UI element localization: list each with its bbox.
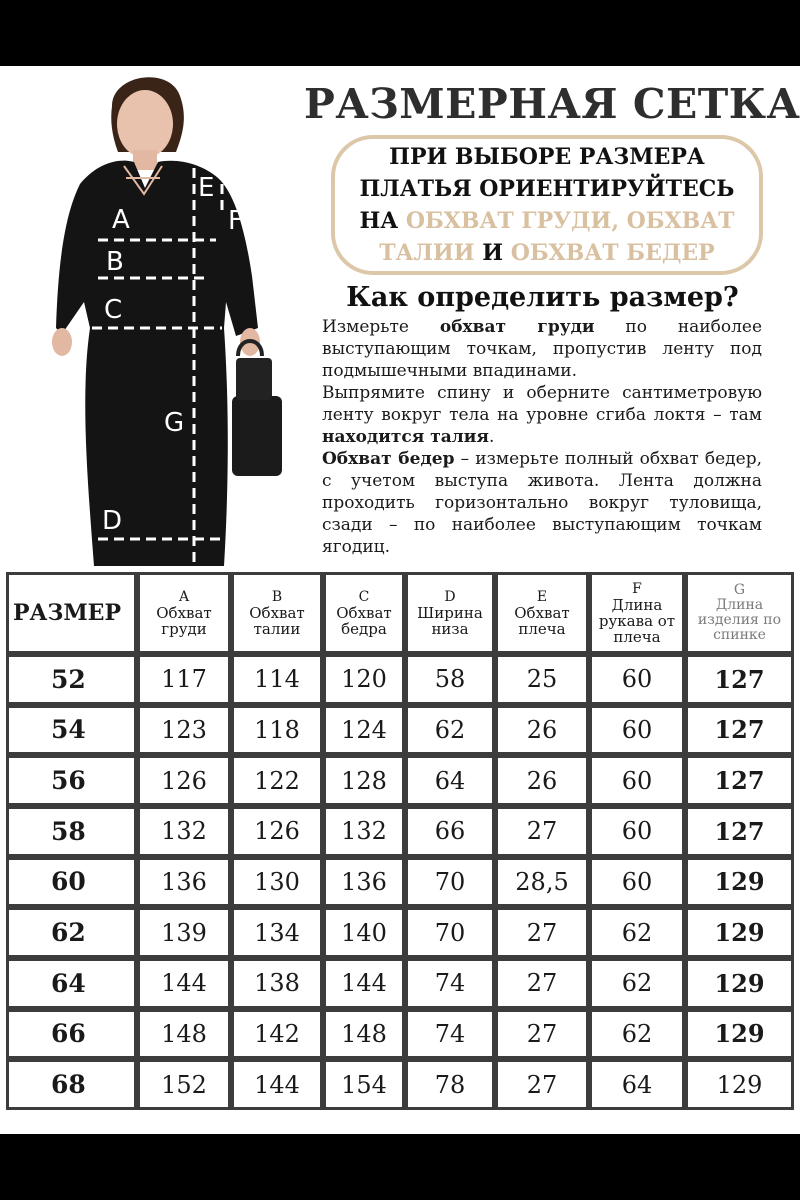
notice-line-1: ПРИ ВЫБОРЕ РАЗМЕРА [389,144,705,170]
waist-text-b: . [488,427,495,447]
header-hips-letter: C [358,589,370,605]
header-hem-label: Ширина низа [417,604,483,638]
cell-size: 52 [6,654,137,705]
how-to-measure-text [322,316,762,558]
cell-hips: 124 [323,705,405,756]
cell-hem: 70 [405,907,495,958]
cell-sleeve: 60 [589,705,685,756]
cell-hips: 144 [323,958,405,1009]
cell-waist: 114 [231,654,323,705]
header-arm-label: Обхват плеча [514,604,570,638]
table-row [6,806,794,857]
cell-back: 129 [685,1009,794,1060]
cell-hem: 58 [405,654,495,705]
bust-term: обхват груди [439,317,595,337]
notice-highlight-3: ОБХВАТ БЕДЕР [510,240,715,266]
how-to-measure-title: Как определить размер? [346,282,739,313]
cell-back: 127 [685,705,794,756]
header-hips-label: Обхват бедра [336,604,392,638]
cell-hips: 148 [323,1009,405,1060]
cell-hips: 120 [323,654,405,705]
table-row [6,1009,794,1060]
cell-hips: 140 [323,907,405,958]
table-row [6,1059,794,1110]
waist-text-a: Выпрямите спину и оберните сантиметровую ленту вокруг тела на уровне сгиба локтя – там [322,383,762,425]
cell-waist: 142 [231,1009,323,1060]
cell-arm: 27 [495,806,589,857]
cell-bust: 144 [137,958,231,1009]
header-hem-width [405,572,495,654]
cell-hem: 74 [405,958,495,1009]
header-bust-label: Обхват груди [156,604,212,638]
cell-sleeve: 60 [589,806,685,857]
label-a: A [112,205,130,235]
size-notice-box [331,135,763,275]
size-chart-sheet [0,66,800,1134]
cell-waist: 118 [231,705,323,756]
cell-bust: 123 [137,705,231,756]
cell-bust: 117 [137,654,231,705]
cell-back: 129 [685,1059,794,1110]
table-row [6,654,794,705]
notice-highlight-2: ТАЛИИ [379,240,475,266]
cell-sleeve: 60 [589,755,685,806]
cell-waist: 126 [231,806,323,857]
cell-sleeve: 64 [589,1059,685,1110]
cell-back: 127 [685,806,794,857]
header-bust [137,572,231,654]
waist-term: находится талия [322,427,489,447]
notice-highlight-1: ОБХВАТ ГРУДИ, ОБХВАТ [405,208,735,234]
hips-instruction [322,448,762,558]
notice-conjunction: И [474,240,511,266]
cell-arm: 26 [495,705,589,756]
cell-hips: 154 [323,1059,405,1110]
cell-hips: 136 [323,857,405,908]
hips-text: – измерьте полный обхват бедер, с учетом выступа живота. Лента должна проходить горизонтально вокруг туловища, сзади – по наиболее выступающим точкам ягодиц. [322,449,762,557]
notice-prefix: НА [359,208,406,234]
cell-hem: 66 [405,806,495,857]
cell-waist: 138 [231,958,323,1009]
bust-text-a: Измерьте [322,317,440,337]
header-hips [323,572,405,654]
cell-back: 129 [685,907,794,958]
cell-arm: 26 [495,755,589,806]
cell-size: 68 [6,1059,137,1110]
cell-waist: 144 [231,1059,323,1110]
cell-hips: 132 [323,806,405,857]
header-upper-arm [495,572,589,654]
notice-line-2: ПЛАТЬЯ ОРИЕНТИРУЙТЕСЬ [359,176,735,202]
cell-bust: 136 [137,857,231,908]
table-row [6,907,794,958]
header-arm-letter: E [536,589,548,605]
cell-size: 62 [6,907,137,958]
cell-arm: 27 [495,1059,589,1110]
size-table [6,572,794,1110]
cell-sleeve: 60 [589,857,685,908]
cell-bust: 126 [137,755,231,806]
label-b: B [106,247,124,277]
cell-arm: 27 [495,1009,589,1060]
label-e: E [198,173,215,203]
cell-bust: 132 [137,806,231,857]
cell-hem: 78 [405,1059,495,1110]
dress-illustration [40,66,300,571]
model-figure [40,66,300,571]
cell-size: 58 [6,806,137,857]
cell-sleeve: 60 [589,654,685,705]
cell-hem: 74 [405,1009,495,1060]
cell-hem: 62 [405,705,495,756]
cell-arm: 28,5 [495,857,589,908]
header-size: РАЗМЕР [6,572,137,654]
page-title: РАЗМЕРНАЯ СЕТКА [304,80,800,128]
cell-arm: 27 [495,907,589,958]
label-g: G [164,408,185,438]
table-header-row [6,572,794,654]
cell-arm: 25 [495,654,589,705]
table-row [6,958,794,1009]
cell-waist: 122 [231,755,323,806]
header-sleeve-label: Длина рукава от плеча [598,596,676,646]
header-back-length [685,572,794,654]
label-c: C [104,295,123,325]
cell-back: 129 [685,857,794,908]
label-d: D [102,506,123,536]
header-back-label: Длина изделия по спинке [697,597,782,643]
header-sleeve-letter: F [632,581,642,597]
cell-waist: 134 [231,907,323,958]
cell-size: 56 [6,755,137,806]
notice-line-3 [359,205,734,237]
cell-size: 64 [6,958,137,1009]
bust-instruction [322,316,762,382]
cell-sleeve: 62 [589,958,685,1009]
header-waist-label: Обхват талии [249,604,305,638]
cell-size: 66 [6,1009,137,1060]
cell-back: 129 [685,958,794,1009]
cell-bust: 152 [137,1059,231,1110]
cell-bust: 139 [137,907,231,958]
waist-instruction [322,382,762,448]
cell-sleeve: 62 [589,907,685,958]
cell-back: 127 [685,755,794,806]
table-row [6,755,794,806]
header-waist [231,572,323,654]
table-row [6,705,794,756]
notice-line-4 [379,237,714,269]
cell-bust: 148 [137,1009,231,1060]
cell-hem: 64 [405,755,495,806]
header-waist-letter: B [271,589,283,605]
header-back-letter: G [733,582,746,598]
cell-arm: 27 [495,958,589,1009]
hips-term: Обхват бедер [322,449,455,469]
cell-size: 54 [6,705,137,756]
bust-text-b: по наиболее выступающим точкам, пропустив ленту под подмышечными впадинами. [322,317,763,381]
header-hem-letter: D [444,589,456,605]
cell-size: 60 [6,857,137,908]
table-row [6,857,794,908]
header-sleeve-length [589,572,685,654]
cell-hips: 128 [323,755,405,806]
header-bust-letter: A [178,589,190,605]
label-f: F [228,206,243,236]
cell-waist: 130 [231,857,323,908]
cell-sleeve: 62 [589,1009,685,1060]
cell-back: 127 [685,654,794,705]
cell-hem: 70 [405,857,495,908]
